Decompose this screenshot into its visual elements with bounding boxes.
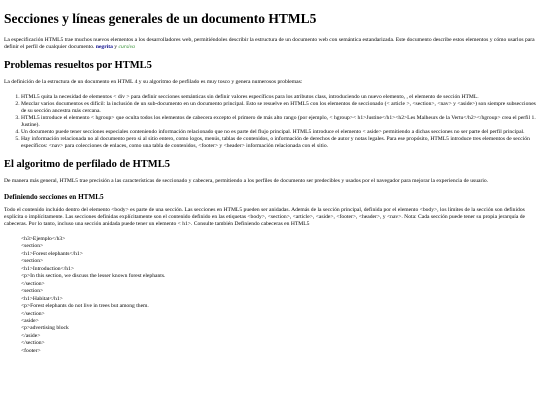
code-line: <section> [21,243,44,250]
code-line: <h3>Ejemplo</h3> [21,236,66,242]
code-example [21,236,536,355]
code-line: <footer> [21,347,41,354]
list-item: 1. HTML5 quita la necesidad de elementos < div > para definir secciones semánticas sin definir valores específicos para los atributos class, introduciendo un nuevo elemento, , el elemento de sección HTML. [21,94,536,101]
list-item: 5. Hay información relacionada no al documento pero si al sitio entero, como logos, menús, tablas de contenidos, o información de derechos de autor y notas legales. Para ese propósito, HTML5 introduce tres elementos de sección específicos: <nav> para colecciones de enlaces, como una tabla de contenidos, <footer> y <header> información relacionada con el sitio. [21,136,536,150]
code-line: <p>In this section, we discuss the lesser known forest elephants. [21,273,166,280]
code-line: <section> [21,258,44,265]
problems-intro: La definición de la estructura de un documento en HTML 4 y su algoritmo de perfilado es muy tosco y genera numerosos problemas: [4,79,303,85]
intro-text: La especificación HTML5 trae muchos nuevos elementos a los desarrolladores web, permitiéndoles describir la estructura de un documento web con semántica estandarizada. Este documento describe estos elementos y cómo usarlos para definir el perfil de cualquier documento. [4,37,535,50]
problems-list [4,94,536,150]
code-line: </aside> [21,332,41,339]
bold-link[interactable]: negrita [95,44,113,50]
section-heading-defining: Definiendo secciones en HTML5 [4,193,104,201]
italic-link[interactable]: cursiva [118,44,135,50]
code-line: </section> [21,280,45,287]
code-line: <h1>Forest elephants</h1> [21,250,83,257]
code-line: <h1>Habitat</h1> [21,295,63,302]
algorithm-paragraph: De manera más general, HTML5 trae precisión a las características de seccionado y cabecera, permitiendo a los perfiles de documento ser predecibles y usados por el navegador para mejorar la experiencia de usuario. [4,178,489,184]
section-heading-problems: Problemas resueltos por HTML5 [4,60,152,71]
code-line: <p>advertising block [21,325,69,332]
list-item: 4. Un documento puede tener secciones especiales conteniendo información relacionado que no es parte del flujo principal. HTML5 introduce el elemento < aside> permitiendo a dichas secciones no ser parte del perfil principal. [21,129,536,136]
code-line: <h1>Introduction</h1> [21,265,75,272]
code-line: </section> [21,310,45,317]
list-item: 2. Mezclar varios documentos es difícil: la inclusión de un sub-documento en un documento principal. Esto se resuelve en HTML5 con los elementos de seccionado (< article >, <section>, <nav> y <aside>) son siempre subsecciones de su sección ancestra más cercana. [21,101,536,115]
section-heading-algorithm: El algoritmo de perfilado de HTML5 [4,159,170,170]
list-item: 3. HTML5 introduce el elemento < hgroup> que oculta todos los elementos de cabecera excepto el primero de más alto rango (por ejemplo, < hgroup>< h1>Justine</h1><h2>Les Malheurs de la Vertu</h2></hgroup> crea el perfil 1. Justine). [21,115,536,129]
code-line: <aside> [21,317,39,324]
defining-paragraph: Todo el contenido incluido dentro del elemento <body> es parte de una sección. Las secciones en HTML5 pueden ser anidadas. Además de la sección principal, definida por el elemento <body>, los límites de la sección son definidos explícita o implícitamente. Las secciones definidas explícitamente son el contenido definido en las etiquetas <body>, <section>, <article>, <aside>, <footer>, <header>, y <nav>. Nota: Cada sección puede tener su propia jerarquía de cabeceras. Por lo tanto, incluso una sección anidada puede tener un elemento < h1>. Consulte también Definiendo cabeceras en HTML5 [4,207,526,227]
code-line: <p>Forest elephants do not live in trees but among them. [21,303,149,310]
code-line: </section> [21,340,45,347]
intro-paragraph: La especificación HTML5 trae muchos nuevos elementos a los desarrolladores web, permitiéndoles describir la estructura de un documento web con semántica estandarizada. Este documento describe estos elementos y cómo usarlos para definir el perfil de cualquier documento. negrita y cursiva [4,37,535,50]
page-title: Secciones y líneas generales de un documento HTML5 [4,11,317,26]
code-line: <section> [21,288,44,295]
